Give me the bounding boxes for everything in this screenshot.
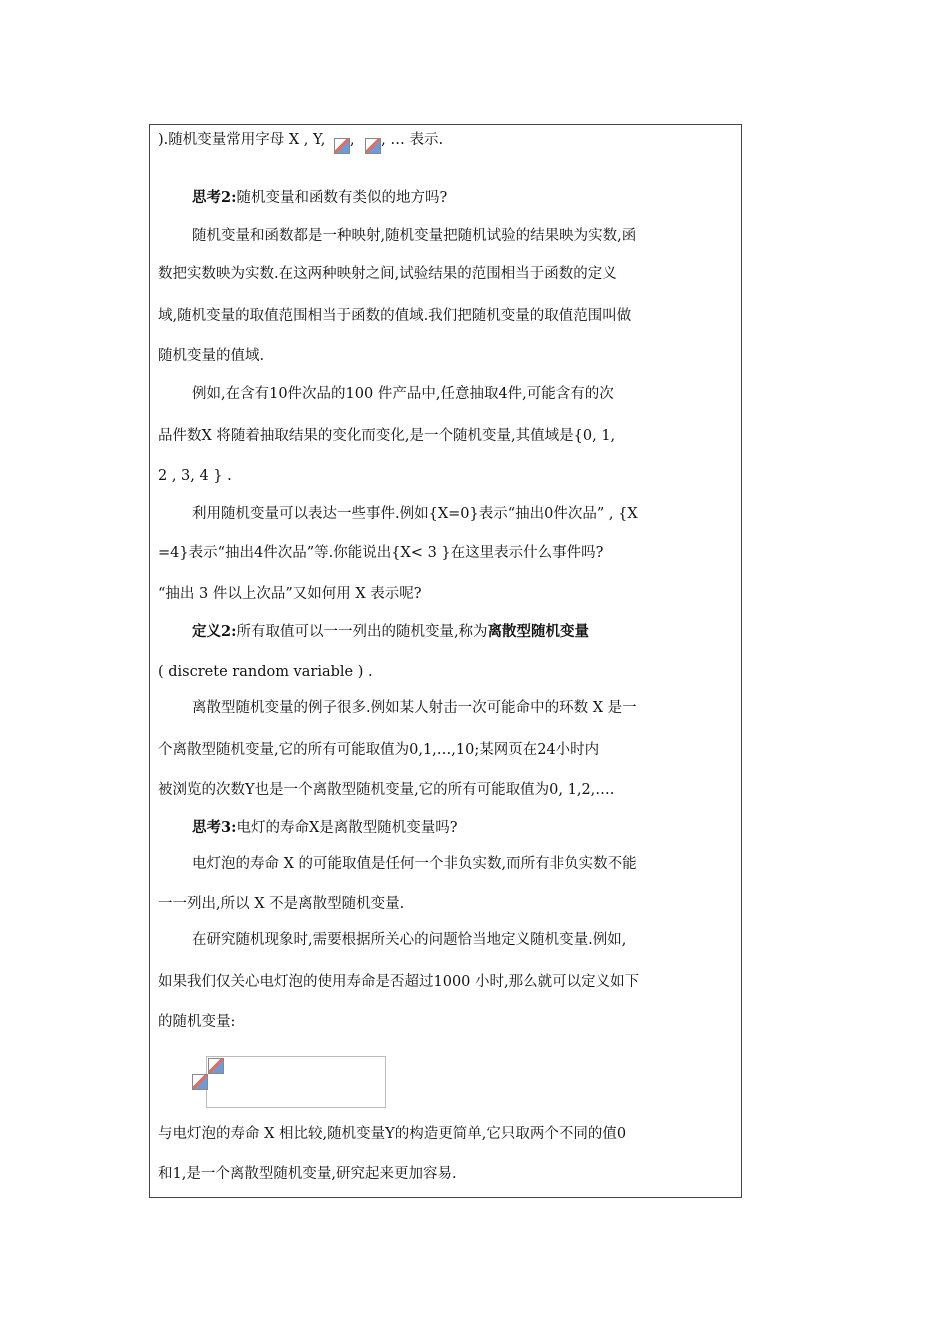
broken-image-icon [334,138,350,154]
definition-term: 离散型随机变量 [487,623,590,640]
formula-image [206,1056,386,1108]
paragraph-line: =4}表示“抽出4件次品”等.你能说出{X< 3 }在这里表示什么事件吗? [158,545,604,561]
paragraph-line: 随机变量和函数都是一种映射,随机变量把随机试验的结果映为实数,函 [192,228,637,244]
paragraph-line: 个离散型随机变量,它的所有可能取值为0,1,…,10;某网页在24小时内 [158,742,600,758]
think2-heading: 思考2:随机变量和函数有类似的地方吗? [192,189,448,206]
broken-image-icon [192,1074,208,1090]
think3-heading: 思考3:电灯的寿命X是离散型随机变量吗? [192,819,458,836]
paragraph-line: 与电灯泡的寿命 X 相比较,随机变量Y的构造更简单,它只取两个不同的值0 [158,1126,627,1142]
intro-line: ).随机变量常用字母 X , Y, , , … 表示. [158,130,443,154]
paragraph-line: 一一列出,所以 X 不是离散型随机变量. [158,896,405,912]
paragraph-line: 在研究随机现象时,需要根据所关心的问题恰当地定义随机变量.例如, [192,932,627,948]
broken-image-icon [365,138,381,154]
definition2-english: ( discrete random variable ) . [158,664,373,680]
paragraph-line: 域,随机变量的取值范围相当于函数的值域.我们把随机变量的取值范围叫做 [158,308,632,324]
paragraph-line: 和1,是一个离散型随机变量,研究起来更加容易. [158,1166,457,1182]
content-frame [149,124,742,1198]
paragraph-line: 电灯泡的寿命 X 的可能取值是任何一个非负实数,而所有非负实数不能 [192,856,637,872]
paragraph-line: 品件数X 将随着抽取结果的变化而变化,是一个随机变量,其值域是{0, 1, [158,428,616,444]
paragraph-line: 数把实数映为实数.在这两种映射之间,试验结果的范围相当于函数的定义 [158,266,617,282]
broken-image-icon [208,1058,224,1074]
paragraph-line: 随机变量的值域. [158,348,265,364]
definition2: 定义2:所有取值可以一一列出的随机变量,称为离散型随机变量 [192,623,590,640]
paragraph-line: 的随机变量: [158,1014,236,1030]
paragraph-line: “抽出 3 件以上次品”又如何用 X 表示呢? [158,586,422,602]
paragraph-line: 利用随机变量可以表达一些事件.例如{X=0}表示“抽出0件次品” , {X [192,506,638,522]
paragraph-line: 2 , 3, 4 } . [158,468,232,484]
paragraph-line: 离散型随机变量的例子很多.例如某人射击一次可能命中的环数 X 是一 [192,700,637,716]
paragraph-line: 例如,在含有10件次品的100 件产品中,任意抽取4件,可能含有的次 [192,386,614,402]
paragraph-line: 如果我们仅关心电灯泡的使用寿命是否超过1000 小时,那么就可以定义如下 [158,974,640,990]
paragraph-line: 被浏览的次数Y也是一个离散型随机变量,它的所有可能取值为0, 1,2,…. [158,782,615,798]
